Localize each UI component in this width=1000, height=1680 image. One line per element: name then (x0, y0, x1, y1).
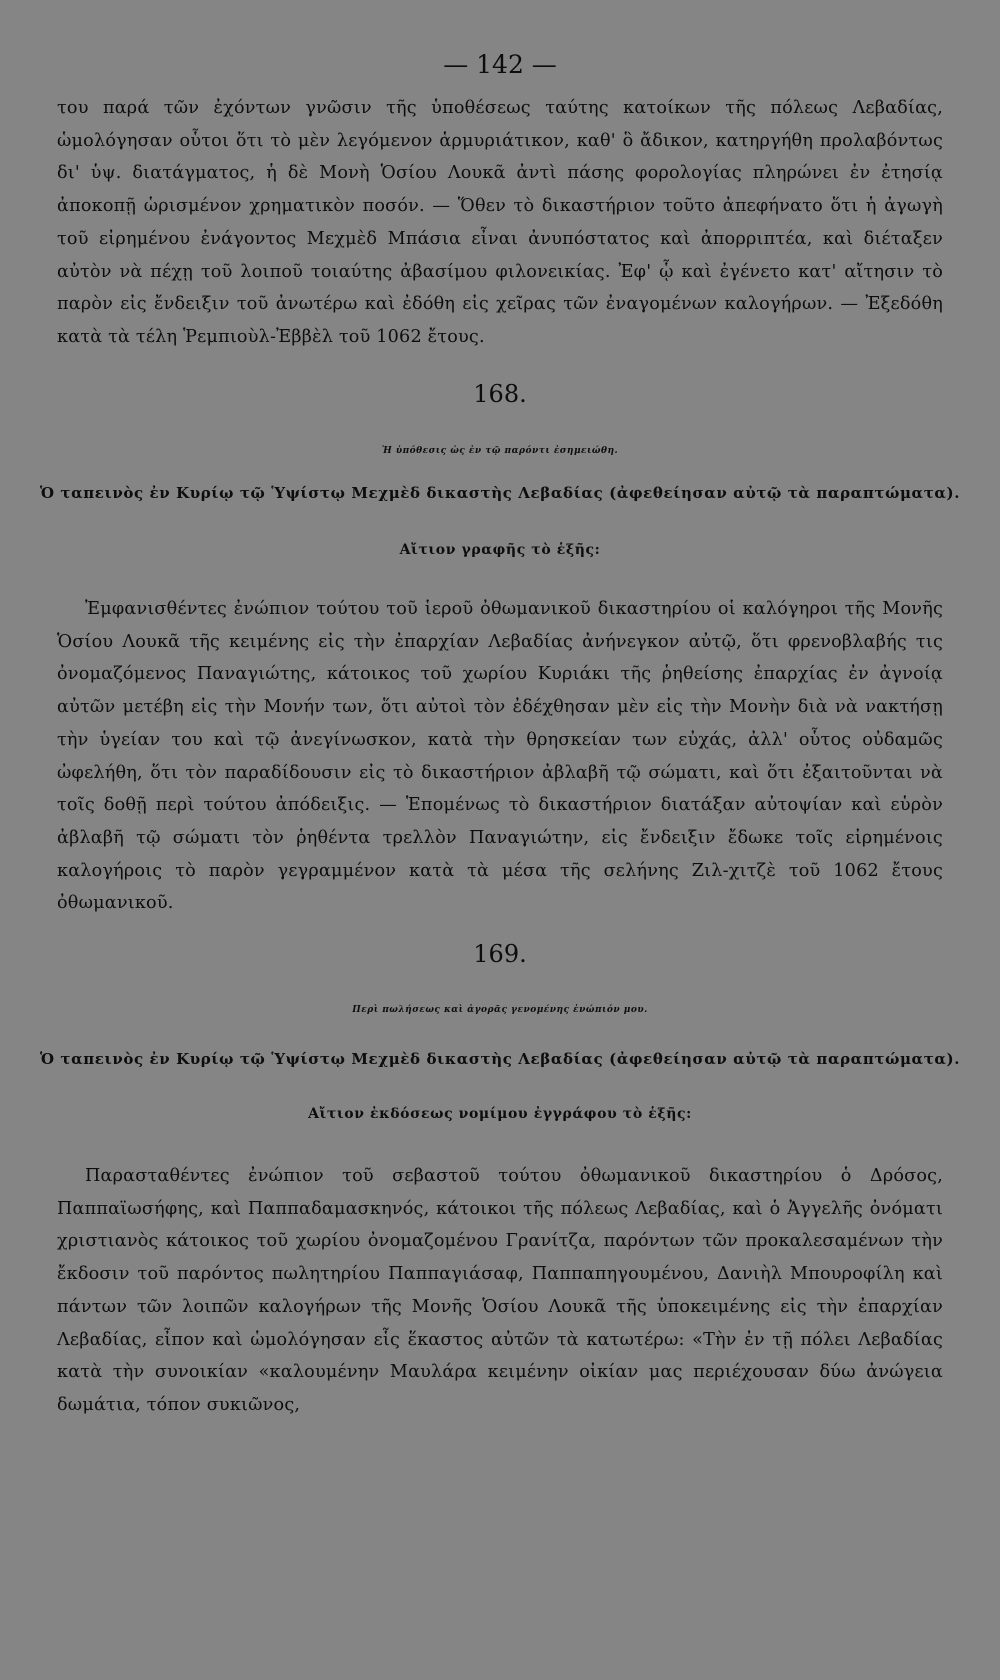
intro-paragraph: του παρά τῶν ἐχόντων γνῶσιν τῆς ὑποθέσεως ταύτης κατοίκων τῆς πόλεως Λεβαδίας, ὡμολόγησαν οὗτοι ὅτι τὸ μὲν λεγόμενον ἁρμυριάτικον, καθ' ὃ ἄδικον, κατηργήθη προλαβόντως δι' ὑψ. διατάγματος, ἡ δὲ Μονὴ Ὁσίου Λουκᾶ ἀντὶ πάσης φορολογίας πληρώνει ἐν ἐτησίᾳ ἀποκοπῇ ὡρισμένον χρηματικὸν ποσόν. — Ὅθεν τὸ δικαστήριον τοῦτο ἀπεφήνατο ὅτι ἡ ἀγωγὴ τοῦ εἰρημένου ἐνάγοντος Μεχμὲδ Μπάσια εἶναι ἀνυπόστατος καὶ ἀπορριπτέα, καὶ διέταξεν αὐτὸν νὰ πέχῃ τοῦ λοιποῦ τοιαύτης ἀβασίμου φιλονεικίας. Ἐφ' ᾧ καὶ ἐγένετο κατ' αἴτησιν τὸ παρὸν εἰς ἔνδειξιν τοῦ ἀνωτέρω καὶ ἐδόθη εἰς χεῖρας τῶν ἐναγομένων καλογήρων. — Ἐξεδόθη κατὰ τὰ τέλη Ῥεμπιοὺλ-Ἐββὲλ τοῦ 1062 ἔτους. (57, 98, 943, 347)
entry-text-169: Παρασταθέντες ἐνώπιον τοῦ σεβαστοῦ τούτου ὀθωμανικοῦ δικαστηρίου ὁ Δρόσος, Παππαϊωσήφης, καὶ Παππαδαμασκηνός, κάτοικοι τῆς πόλεως Λεβαδίας, καὶ ὁ Ἀγγελῆς ὀνόματι χριστιανὸς κάτοικος τοῦ χωρίου ὀνομαζομένου Γρανίτζα, παρόντων τῶν προκαλεσαμένων τὴν ἔκδοσιν τοῦ παρόντος πωλητηρίου Παππαγιάσαφ, Παππαπηγουμένου, Δανιὴλ Μπουροφίλη καὶ πάντων τῶν λοιπῶν καλογήρων τῆς Μονῆς Ὁσίου Λουκᾶ τῆς ὑποκειμένης εἰς τὴν ἐπαρχίαν Λεβαδίας, εἶπον καὶ ὡμολόγησαν εἷς ἕκαστος αὐτῶν τὰ κατωτέρω: «Τὴν ἐν τῇ πόλει Λεβαδίας κατὰ τὴν συνοικίαν «καλουμένην Μαυλάρα κειμένην οἰκίαν μας περιέχουσαν δύω ἀνώγεια δωμάτια, τόπον συκιῶνος, (57, 1166, 943, 1415)
entry-heading-169: Ὁ ταπεινὸς ἐν Κυρίῳ τῷ Ὑψίστῳ Μεχμὲδ δικαστὴς Λεβαδίας (ἀφεθείησαν αὐτῷ τὰ παραπτώματα). (39, 1050, 961, 1068)
entry-subheading-168: Αἴτιον γραφῆς τὸ ἑξῆς: (399, 542, 601, 558)
entry-subheading-169: Αἴτιον ἐκδόσεως νομίμου ἐγγράφου τὸ ἑξῆς: (308, 1106, 692, 1122)
entry-text-block-169 (57, 1160, 943, 1422)
entry-number-169: 169. (473, 940, 527, 968)
entry-number-168: 168. (473, 380, 527, 408)
entry-text-block-168 (57, 593, 943, 920)
entry-heading-168: Ὁ ταπεινὸς ἐν Κυρίῳ τῷ Ὑψίστῳ Μεχμὲδ δικαστὴς Λεβαδίας (ἀφεθείησαν αὐτῷ τὰ παραπτώματα). (39, 484, 961, 502)
entry-note-169: Περὶ πωλήσεως καὶ ἀγορᾶς γενομένης ἐνώπιόν μου. (352, 1005, 648, 1015)
intro-paragraph-block (57, 92, 943, 354)
entry-text-168: Ἐμφανισθέντες ἐνώπιον τούτου τοῦ ἱεροῦ ὀθωμανικοῦ δικαστηρίου οἱ καλόγηροι τῆς Μονῆς Ὁσίου Λουκᾶ τῆς κειμένης εἰς τὴν ἐπαρχίαν Λεβαδίας ἀνήνεγκον αὐτῷ, ὅτι φρενοβλαβής τις ὀνομαζόμενος Παναγιώτης, κάτοικος τοῦ χωρίου Κυριάκι τῆς ῥηθείσης ἐπαρχίας ἐν ἀγνοίᾳ αὐτῶν μετέβη εἰς τὴν Μονήν των, ὅτι αὐτοὶ τὸν ἐδέχθησαν μὲν εἰς τὴν Μονὴν διὰ νὰ νακτήσῃ τὴν ὑγείαν του καὶ τῷ ἀνεγίνωσκον, κατὰ τὴν θρησκείαν των εὐχάς, ἀλλ' οὗτος οὐδαμῶς ὠφελήθη, ὅτι τὸν παραδίδουσιν εἰς τὸ δικαστήριον ἀβλαβῆ τῷ σώματι, καὶ ὅτι ἐξαιτοῦνται νὰ τοῖς δοθῇ περὶ τούτου ἀπόδειξις. — Ἑπομένως τὸ δικαστήριον διατάξαν αὐτοψίαν καὶ εὑρὸν ἀβλαβῆ τῷ σώματι τὸν ῥηθέντα τρελλὸν Παναγιώτην, εἰς ἔνδειξιν ἔδωκε τοῖς εἰρημένοις καλογήροις τὸ παρὸν γεγραμμένον κατὰ τὰ μέσα τῆς σελήνης Ζιλ-χιτζὲ τοῦ 1062 ἔτους ὀθωμανικοῦ. (57, 599, 943, 914)
entry-note-168: Ἡ ὑπόθεσις ὡς ἐν τῷ παρόντι ἐσημειώθη. (381, 446, 619, 456)
page-number: — 142 — (443, 50, 557, 79)
